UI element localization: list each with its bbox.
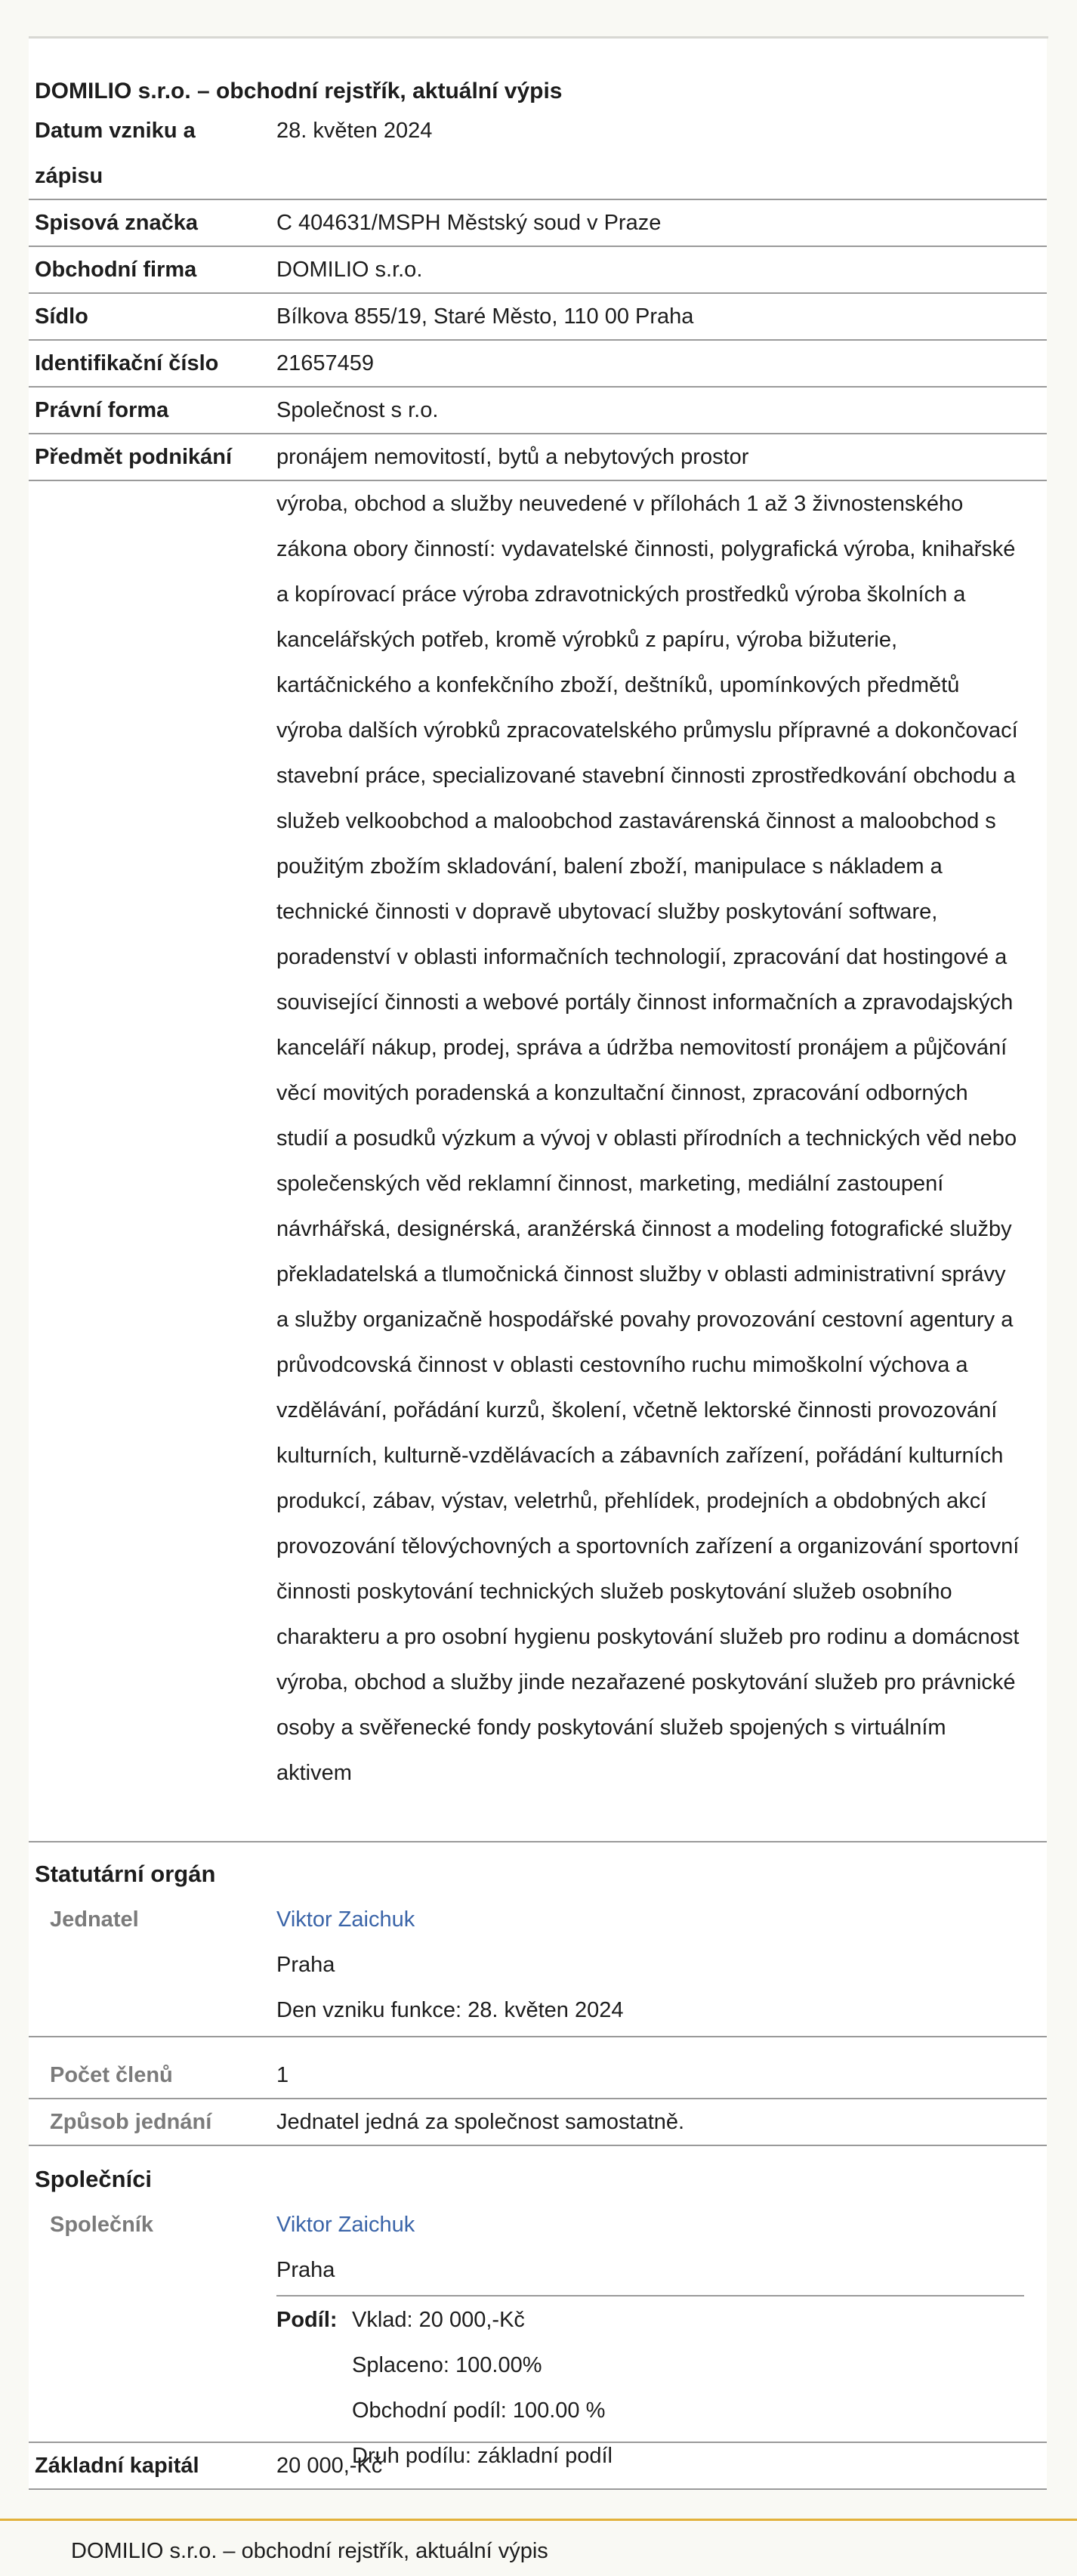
label-identifikacni-cislo: Identifikační číslo xyxy=(35,351,219,375)
text-line: kancelářských potřeb, kromě výrobků z papíru, výroba bižuterie, xyxy=(276,628,898,652)
row-spolecnik xyxy=(29,2202,1047,2482)
value-identifikacni-cislo: 21657459 xyxy=(276,351,375,375)
spolecnik-city: Praha xyxy=(276,2258,335,2282)
row-sidlo xyxy=(29,294,1047,341)
text-line: použitým zbožím skladování, balení zboží, manipulace s nákladem a xyxy=(276,854,943,879)
jednatel-name-link[interactable]: Viktor Zaichuk xyxy=(276,1907,415,1932)
text-line: a služby organizačně hospodářské povahy provozování cestovní agentury a xyxy=(276,1308,1014,1332)
value-zpusob-jednani: Jednatel jedná za společnost samostatně. xyxy=(276,2110,685,2134)
text-line: stavební práce, specializované stavební činnosti zprostředkování obchodu a xyxy=(276,764,1016,788)
text-line: provozování tělovýchovných a sportovních zařízení a organizování sportovní xyxy=(276,1534,1020,1558)
share-divider xyxy=(276,2295,1024,2296)
text-line: technické činnosti v dopravě ubytovací služby poskytování software, xyxy=(276,900,938,924)
row-pravni-forma xyxy=(29,388,1047,434)
podil-vklad: Vklad: 20 000,-Kč xyxy=(352,2308,525,2332)
row-predmet-podnikani-2 xyxy=(29,481,1047,1842)
text-line: služeb velkoobchod a maloobchod zastavárenská činnost a maloobchod s xyxy=(276,809,996,833)
text-line: poradenství v oblasti informačních technologií, zpracování dat hostingové a xyxy=(276,945,1008,969)
text-line: charakteru a pro osobní hygienu poskytování služeb pro rodinu a domácnost xyxy=(276,1625,1020,1649)
value-predmet-podnikani-1: pronájem nemovitostí, bytů a nebytových prostor xyxy=(276,445,749,469)
label-obchodni-firma: Obchodní firma xyxy=(35,258,197,282)
label-sidlo: Sídlo xyxy=(35,304,88,329)
label-line: zápisu xyxy=(35,164,103,188)
row-jednatel xyxy=(29,1897,1047,2037)
registry-extract xyxy=(29,39,1047,2490)
text-line: výroba, obchod a služby neuvedené v přílohách 1 až 3 živnostenského xyxy=(276,492,964,516)
text-line: společenských věd reklamní činnost, marketing, mediální zastoupení xyxy=(276,1172,944,1196)
podil-druh: Druh podílu: základní podíl xyxy=(352,2444,613,2468)
label-pravni-forma: Právní forma xyxy=(35,398,169,422)
podil-obchodni: Obchodní podíl: 100.00 % xyxy=(352,2398,606,2423)
value-predmet-podnikani-2 xyxy=(276,481,1045,1796)
jednatel-city: Praha xyxy=(276,1953,335,1977)
label-datum-vzniku xyxy=(35,108,269,199)
text-line: výroba, obchod a služby jinde nezařazené poskytování služeb pro právnické xyxy=(276,1670,1016,1694)
label-line: Datum vzniku a xyxy=(35,119,196,143)
row-predmet-podnikani xyxy=(29,434,1047,481)
value-spisova-znacka: C 404631/MSPH Městský soud v Praze xyxy=(276,211,662,235)
row-identifikacni-cislo xyxy=(29,341,1047,388)
text-line: činnosti poskytování technických služeb poskytování služeb osobního xyxy=(276,1580,952,1604)
value-pravni-forma: Společnost s r.o. xyxy=(276,398,439,422)
label-jednatel: Jednatel xyxy=(50,1907,139,1932)
value-sidlo: Bílkova 855/19, Staré Město, 110 00 Praha xyxy=(276,304,694,329)
text-line: produkcí, zábav, výstav, veletrhů, přehlídek, prodejních a obdobných akcí xyxy=(276,1489,987,1513)
value-pocet-clenu: 1 xyxy=(276,2063,289,2087)
value-obchodni-firma: DOMILIO s.r.o. xyxy=(276,258,423,282)
footer-title: DOMILIO s.r.o. – obchodní rejstřík, aktuální výpis xyxy=(71,2539,548,2563)
value-zakladni-kapital: 20 000,-Kč xyxy=(276,2454,383,2478)
text-line: návrhářská, designérská, aranžérská činnost a modeling fotografické služby xyxy=(276,1217,1012,1241)
value-jednatel xyxy=(276,1897,1045,2033)
label-zpusob-jednani: Způsob jednání xyxy=(50,2110,212,2134)
text-line: věcí movitých poradenská a konzultační činnost, zpracování odborných xyxy=(276,1081,968,1105)
podil-label: Podíl: xyxy=(276,2308,338,2332)
row-datum-vzniku xyxy=(29,108,1047,200)
text-line: vzdělávání, pořádání kurzů, školení, včetně lektorské činnosti provozování xyxy=(276,1398,998,1422)
text-line: související činnosti a webové portály činnost informačních a zpravodajských xyxy=(276,990,1014,1015)
label-zakladni-kapital: Základní kapitál xyxy=(35,2454,199,2478)
text-line: zákona obory činností: vydavatelské činnosti, polygrafická výroba, knihařské xyxy=(276,537,1016,561)
text-line: kanceláří nákup, prodej, správa a údržba nemovitostí pronájem a půjčování xyxy=(276,1036,1008,1060)
spolecnik-name-link[interactable]: Viktor Zaichuk xyxy=(276,2213,415,2237)
document-title: DOMILIO s.r.o. – obchodní rejstřík, aktuální výpis xyxy=(35,79,563,103)
text-line: a kopírovací práce výroba zdravotnických prostředků výroba školních a xyxy=(276,582,966,607)
value-datum-vzniku: 28. květen 2024 xyxy=(276,119,433,143)
text-line: kulturních, kulturně-vzdělávacích a zábavních zařízení, pořádání kulturních xyxy=(276,1444,1004,1468)
label-predmet-podnikani: Předmět podnikání xyxy=(35,445,233,469)
section-title-statutarni-organ: Statutární orgán xyxy=(35,1861,216,1887)
value-spolecnik xyxy=(276,2202,1045,2293)
label-spolecnik: Společník xyxy=(50,2213,153,2237)
row-zpusob-jednani xyxy=(29,2099,1047,2146)
text-line: průvodcovská činnost v oblasti cestovního ruchu mimoškolní výchova a xyxy=(276,1353,968,1377)
text-line: studií a posudků výzkum a vývoj v oblasti přírodních a technických věd nebo xyxy=(276,1126,1017,1151)
jednatel-name-line[interactable] xyxy=(276,1897,1045,1942)
label-pocet-clenu: Počet členů xyxy=(50,2063,173,2087)
row-zakladni-kapital xyxy=(29,2442,1047,2490)
text-line: osoby a svěřenecké fondy poskytování služeb spojených s virtuálním xyxy=(276,1716,946,1740)
section-title-spolecnici: Společníci xyxy=(35,2166,153,2192)
spolecnik-name-line[interactable] xyxy=(276,2202,1045,2247)
text-line: kartáčnického a konfekčního zboží, deštníků, upomínkových předmětů xyxy=(276,673,960,697)
text-line: výroba dalších výrobků zpracovatelského průmyslu přípravné a dokončovací xyxy=(276,718,1018,743)
row-pocet-clenu xyxy=(29,2052,1047,2099)
text-line: aktivem xyxy=(276,1761,352,1785)
label-spisova-znacka: Spisová značka xyxy=(35,211,198,235)
jednatel-since: Den vzniku funkce: 28. květen 2024 xyxy=(276,1998,624,2022)
row-obchodni-firma xyxy=(29,247,1047,294)
row-spisova-znacka xyxy=(29,200,1047,247)
podil-splaceno: Splaceno: 100.00% xyxy=(352,2353,542,2377)
page-footer xyxy=(0,2519,1077,2576)
text-line: překladatelská a tlumočnická činnost služby v oblasti administrativní správy xyxy=(276,1262,1006,1286)
